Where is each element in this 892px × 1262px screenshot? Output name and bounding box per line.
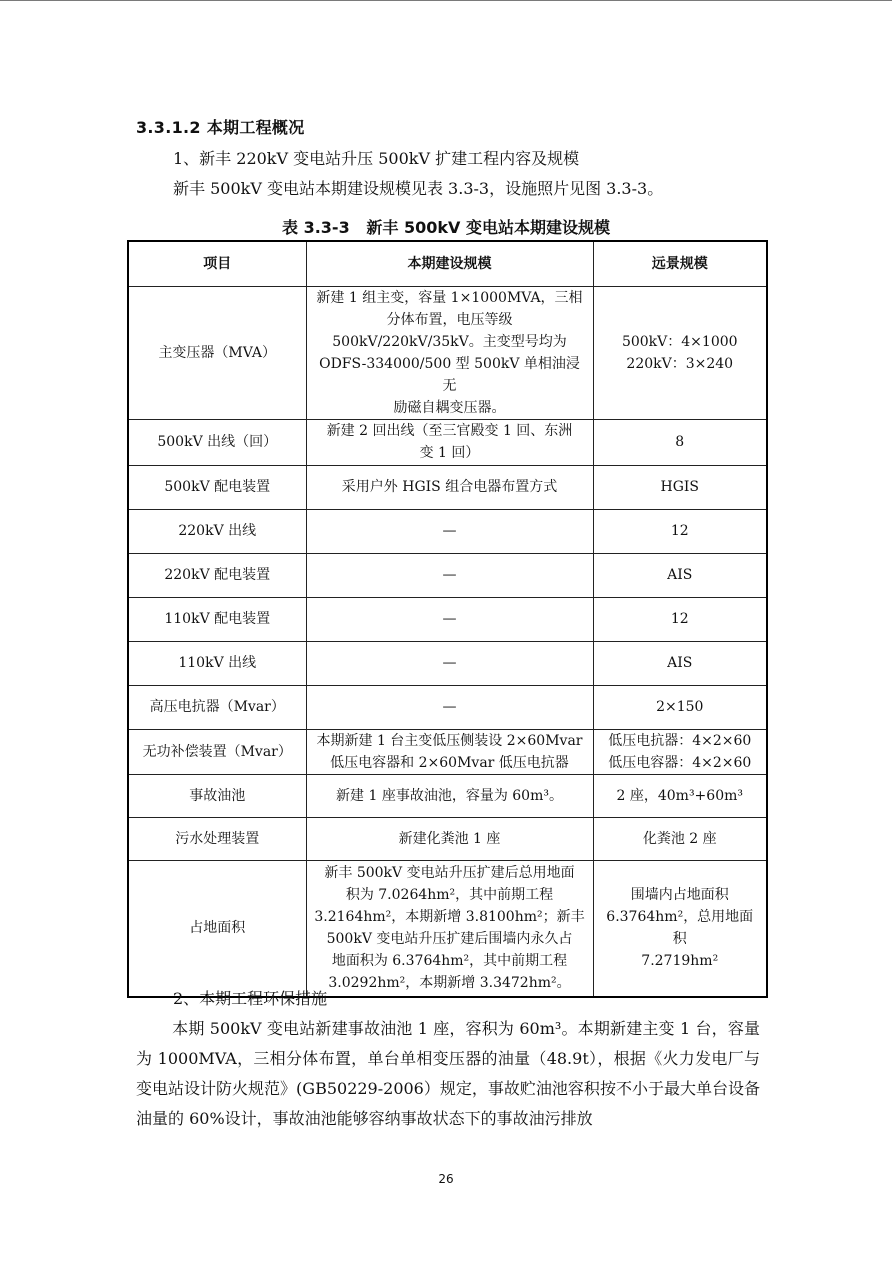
measures-body-text: 本期 500kV 变电站新建事故油池 1 座，容积为 60m³。本期新建主变 1 台，容量为 1000MVA，三相分体布置，单台单相变压器的油量（48.9t），根据《火力发电厂与变电站设计防火规范》(GB50229-2006）规定，事故贮油池容积按不小于最大单台设备油量的 60%设计，事故油池能够容纳事故状态下的事故油污排放 bbox=[136, 1019, 760, 1128]
cell-line: 低压电抗器：4×2×60 bbox=[608, 732, 752, 749]
section-heading: 3.3.1.2 本期工程概况 bbox=[136, 118, 305, 137]
cell-line: 励磁自耦变压器。 bbox=[393, 399, 506, 416]
table-row bbox=[128, 465, 767, 509]
cell-line: 低压电容器和 2×60Mvar 低压电抗器 bbox=[330, 754, 569, 771]
measures-body bbox=[136, 1014, 760, 1134]
cell-line: 分体布置，电压等级 bbox=[386, 311, 513, 328]
table-row bbox=[128, 685, 767, 729]
cell-line: 新丰 500kV 变电站升压扩建后总用地面 bbox=[324, 865, 575, 882]
measures-heading: 2、本期工程环保措施 bbox=[173, 989, 328, 1008]
cell-line: 新建 1 座事故油池，容量为 60m³。 bbox=[336, 787, 563, 804]
table-row bbox=[128, 553, 767, 597]
cell-line: ODFS-334000/500 型 500kV 单相油浸无 bbox=[319, 355, 580, 394]
cell-line: 低压电容器：4×2×60 bbox=[608, 754, 752, 771]
cell-item: 污水处理装置 bbox=[128, 817, 306, 860]
header-item: 项目 bbox=[128, 241, 306, 286]
cell-future-scale bbox=[593, 597, 767, 641]
cell-future-scale bbox=[593, 685, 767, 729]
cell-line: 化粪池 2 座 bbox=[642, 830, 717, 847]
cell-current-scale bbox=[306, 509, 593, 553]
cell-future-scale bbox=[593, 729, 767, 774]
cell-line: 220kV：3×240 bbox=[626, 355, 734, 372]
scale-table bbox=[127, 240, 768, 998]
cell-line: 12 bbox=[670, 523, 689, 539]
cell-current-scale bbox=[306, 597, 593, 641]
top-rule bbox=[0, 0, 892, 1]
cell-line: 本期新建 1 台主变低压侧装设 2×60Mvar bbox=[316, 732, 583, 749]
cell-future-scale bbox=[593, 817, 767, 860]
cell-line: 3.0292hm²，本期新增 3.3472hm²。 bbox=[328, 975, 571, 992]
cell-line: 2 座，40m³+60m³ bbox=[616, 787, 743, 804]
cell-line: — bbox=[442, 523, 457, 539]
table-header-row bbox=[128, 241, 767, 286]
table-row bbox=[128, 419, 767, 465]
cell-item: 无功补偿装置（Mvar） bbox=[128, 729, 306, 774]
header-future-scale: 远景规模 bbox=[593, 241, 767, 286]
cell-line: 500kV 变电站升压扩建后围墙内永久占 bbox=[326, 931, 573, 948]
cell-line: HGIS bbox=[660, 479, 699, 495]
cell-current-scale bbox=[306, 641, 593, 685]
table-row bbox=[128, 774, 767, 817]
cell-item: 事故油池 bbox=[128, 774, 306, 817]
cell-future-scale bbox=[593, 860, 767, 997]
cell-future-scale bbox=[593, 509, 767, 553]
table-row bbox=[128, 641, 767, 685]
cell-item: 500kV 配电装置 bbox=[128, 465, 306, 509]
cell-line: — bbox=[442, 611, 457, 627]
cell-line: — bbox=[442, 567, 457, 583]
cell-current-scale bbox=[306, 286, 593, 419]
page-number: 26 bbox=[438, 1172, 454, 1186]
table-caption: 表 3.3-3 新丰 500kV 变电站本期建设规模 bbox=[282, 218, 610, 237]
cell-line: 变 1 回） bbox=[419, 445, 480, 461]
cell-line: 8 bbox=[675, 434, 685, 450]
cell-line: 500kV：4×1000 bbox=[621, 333, 738, 350]
table-row bbox=[128, 597, 767, 641]
cell-line: 12 bbox=[670, 611, 689, 627]
table-row bbox=[128, 729, 767, 774]
cell-current-scale bbox=[306, 419, 593, 465]
cell-current-scale bbox=[306, 860, 593, 997]
cell-current-scale bbox=[306, 729, 593, 774]
cell-line: AIS bbox=[667, 567, 693, 583]
cell-line: 围墙内占地面积 bbox=[630, 887, 729, 904]
cell-item: 高压电抗器（Mvar） bbox=[128, 685, 306, 729]
cell-future-scale bbox=[593, 286, 767, 419]
header-current-scale: 本期建设规模 bbox=[306, 241, 593, 286]
table-row bbox=[128, 509, 767, 553]
paragraph-scope-title: 1、新丰 220kV 变电站升压 500kV 扩建工程内容及规模 bbox=[173, 149, 580, 168]
cell-current-scale bbox=[306, 553, 593, 597]
cell-line: 地面积为 6.3764hm²，其中前期工程 bbox=[331, 953, 568, 970]
cell-future-scale bbox=[593, 553, 767, 597]
cell-line: 积为 7.0264hm²，其中前期工程 bbox=[345, 887, 554, 904]
table-row bbox=[128, 860, 767, 997]
cell-current-scale bbox=[306, 774, 593, 817]
cell-item: 110kV 配电装置 bbox=[128, 597, 306, 641]
cell-item: 110kV 出线 bbox=[128, 641, 306, 685]
cell-current-scale bbox=[306, 465, 593, 509]
cell-item: 主变压器（MVA） bbox=[128, 286, 306, 419]
cell-line: 2×150 bbox=[656, 699, 704, 715]
paragraph-scope-intro: 新丰 500kV 变电站本期建设规模见表 3.3-3，设施照片见图 3.3-3。 bbox=[173, 179, 664, 198]
cell-line: — bbox=[442, 699, 457, 715]
cell-line: AIS bbox=[667, 655, 693, 671]
cell-current-scale bbox=[306, 817, 593, 860]
cell-future-scale bbox=[593, 641, 767, 685]
cell-item: 220kV 配电装置 bbox=[128, 553, 306, 597]
cell-future-scale bbox=[593, 465, 767, 509]
cell-item: 220kV 出线 bbox=[128, 509, 306, 553]
table-row bbox=[128, 817, 767, 860]
cell-line: 7.2719hm² bbox=[641, 953, 719, 970]
cell-line: 新建 1 组主变，容量 1×1000MVA，三相 bbox=[316, 289, 583, 306]
cell-line: 新建 2 回出线（至三官殿变 1 回、东洲 bbox=[326, 423, 573, 439]
cell-line: — bbox=[442, 655, 457, 671]
cell-line: 500kV/220kV/35kV。主变型号均为 bbox=[332, 333, 567, 350]
cell-current-scale bbox=[306, 685, 593, 729]
cell-item: 占地面积 bbox=[128, 860, 306, 997]
cell-line: 新建化粪池 1 座 bbox=[398, 830, 501, 847]
cell-item: 500kV 出线（回） bbox=[128, 419, 306, 465]
cell-future-scale bbox=[593, 774, 767, 817]
cell-line: 6.3764hm²，总用地面积 bbox=[606, 909, 754, 948]
cell-line: 采用户外 HGIS 组合电器布置方式 bbox=[341, 479, 558, 495]
cell-future-scale bbox=[593, 419, 767, 465]
table-row bbox=[128, 286, 767, 419]
cell-line: 3.2164hm²，本期新增 3.8100hm²；新丰 bbox=[314, 909, 585, 926]
